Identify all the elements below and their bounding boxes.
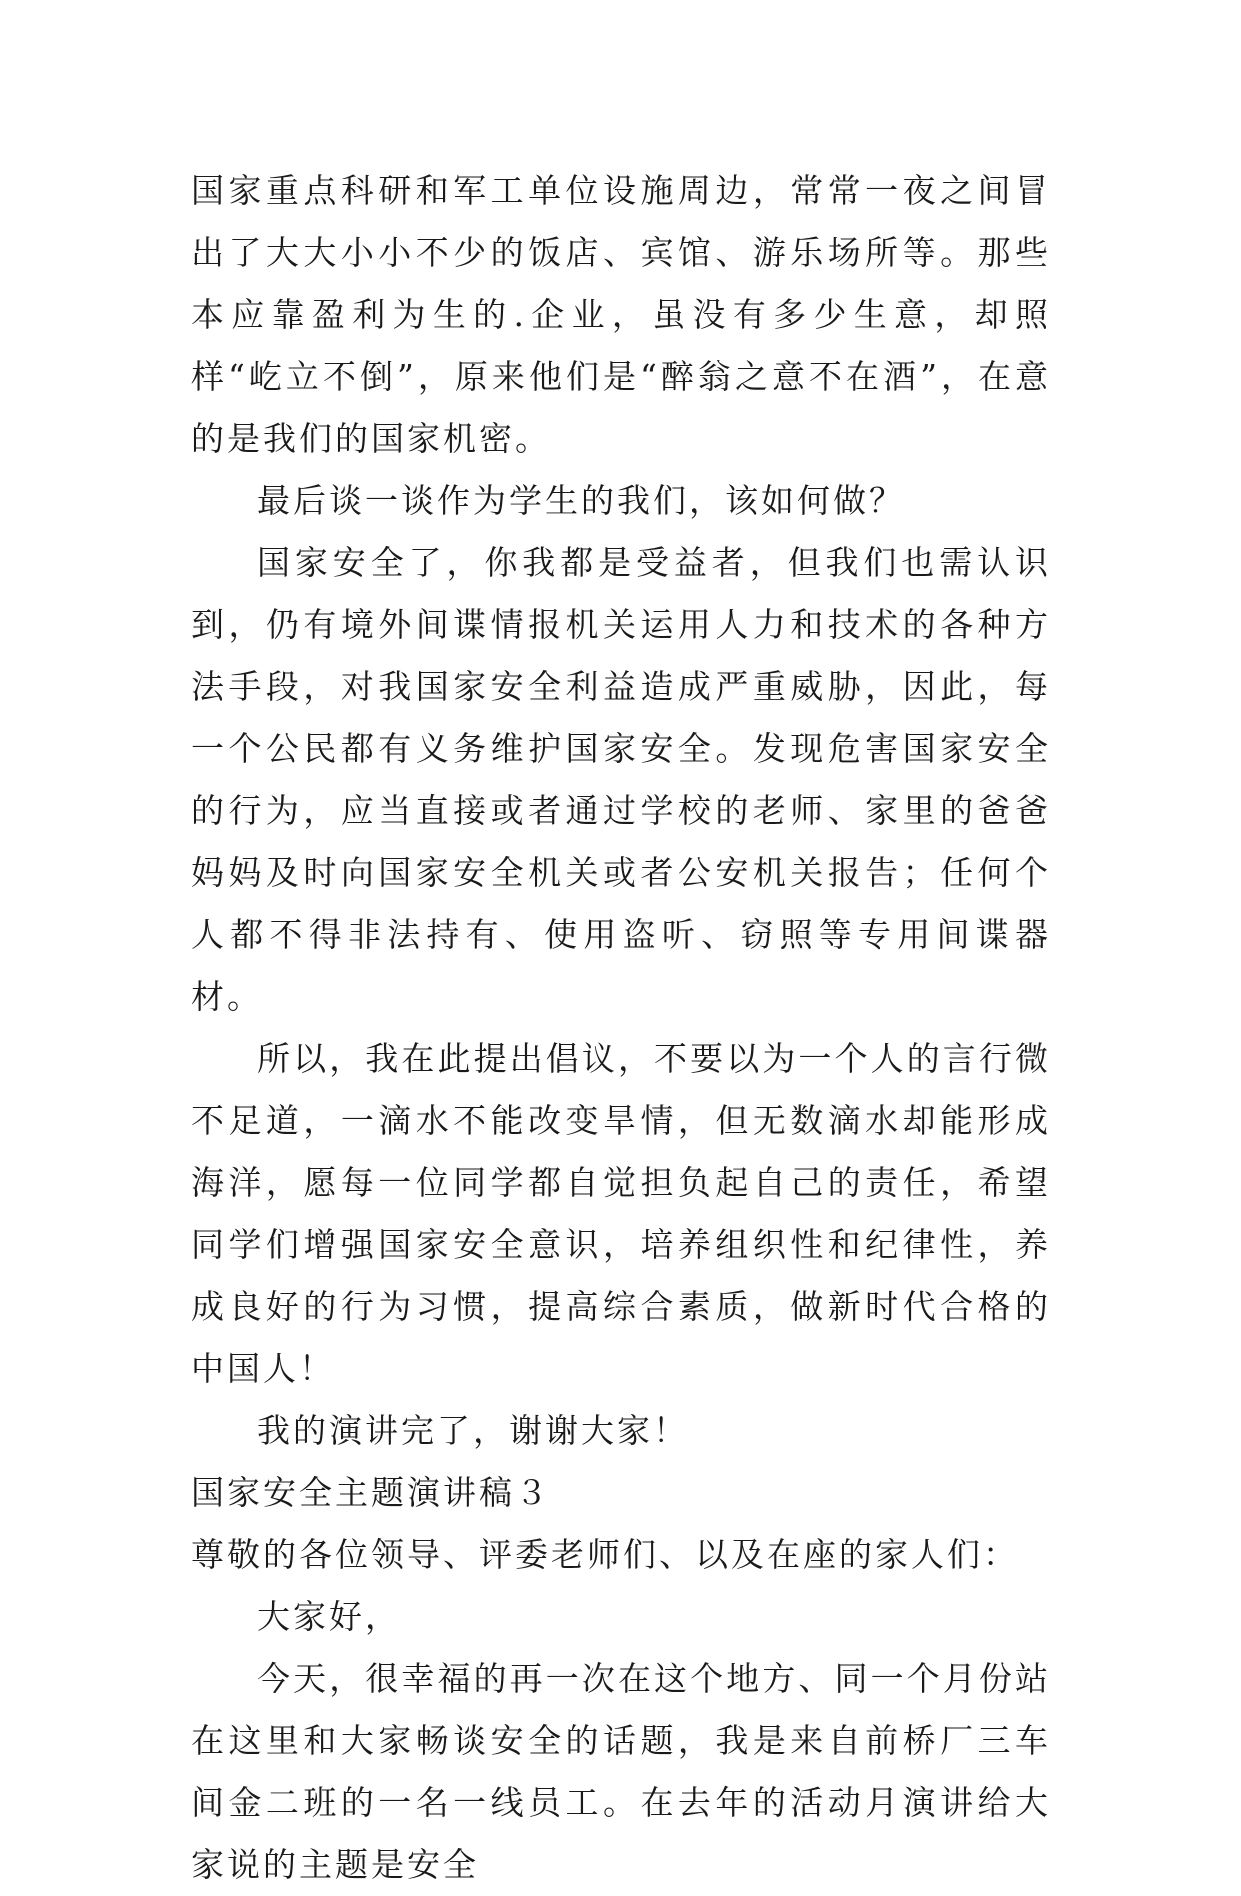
- paragraph-3: 国家安全了，你我都是受益者，但我们也需认识到，仍有境外间谍情报机关运用人力和技术的各种方法手段，对我国家安全利益造成严重威胁，因此，每一个公民都有义务维护国家安全。发现危害国家安全的行为，应当直接或者通过学校的老师、家里的爸爸妈妈及时向国家安全机关或者公安机关报告；任何个人都不得非法持有、使用盗听、窃照等专用间谍器材。: [191, 543, 1051, 1016]
- paragraph-2: 最后谈一谈作为学生的我们，该如何做？: [257, 481, 905, 520]
- paragraph-4: 所以，我在此提出倡议，不要以为一个人的言行微不足道，一滴水不能改变旱情，但无数滴水却能形成海洋，愿每一位同学都自觉担负起自己的责任，希望同学们增强国家安全意识，培养组织性和纪律性，养成良好的行为习惯，提高综合素质，做新时代合格的中国人！: [191, 1039, 1051, 1388]
- paragraph-9: 今天，很幸福的再一次在这个地方、同一个月份站在这里和大家畅谈安全的话题，我是来自前桥厂三车间金二班的一名一线员工。在去年的活动月演讲给大家说的主题是安全: [191, 1659, 1051, 1884]
- section-heading: 国家安全主题演讲稿３: [191, 1473, 551, 1512]
- paragraph-1: 国家重点科研和军工单位设施周边，常常一夜之间冒出了大大小小不少的饭店、宾馆、游乐场所等。那些本应靠盈利为生的.企业，虽没有多少生意，却照样“屹立不倒”，原来他们是“醉翁之意不在酒”，在意的是我们的国家机密。: [191, 171, 1051, 458]
- document-body: [191, 160, 1051, 1896]
- paragraph-5: 我的演讲完了，谢谢大家！: [257, 1411, 689, 1450]
- greeting: 大家好，: [257, 1597, 401, 1636]
- salutation: 尊敬的各位领导、评委老师们、以及在座的家人们：: [191, 1535, 1019, 1574]
